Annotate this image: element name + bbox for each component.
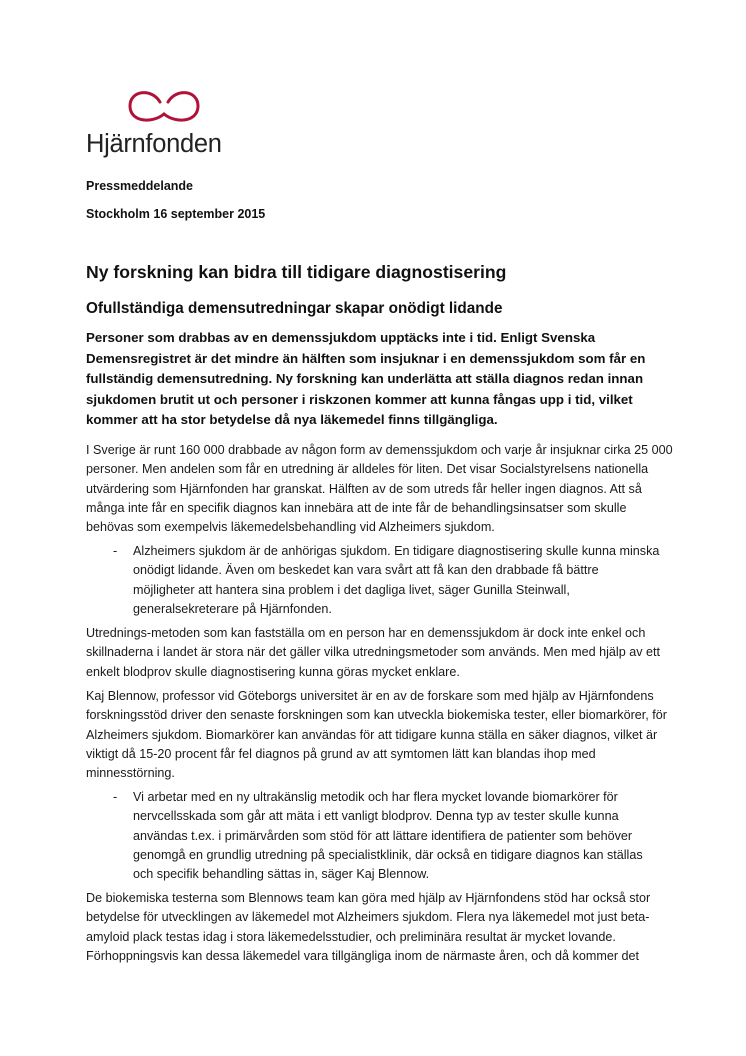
body-paragraph: De biokemiska testerna som Blennows team kan göra med hjälp av Hjärnfondens stöd har också stor betydelse för utvecklingen av läkemedel mot Alzheimers sjukdom. Flera nya läkemedel mot just beta-amyloid plack testas idag i stora läkemedelsstudier, och preliminära resultat är mycket lovande. Förhoppningsvis kan dessa läkemedel vara tillgängliga inom de närmaste åren, och då kommer det xyxy=(86,891,651,963)
ingress-paragraph: Personer som drabbas av en demenssjukdom upptäcks inte i tid. Enligt Svenska Demensregistret är det mindre än hälften som insjuknar i en demenssjukdom som får en fullständig demensutredning. Ny forskning kan underlätta att ställa diagnos redan innan sjukdomen brutit ut och personer i riskzonen kommer att kunna fångas upp i tid, vilket kommer att ha stor betydelse då nya läkemedel finns tillgängliga. xyxy=(86,330,646,427)
bullet-dash: - xyxy=(113,544,118,558)
logo-wordmark: Hjärnfonden xyxy=(86,130,222,158)
hjarnfonden-logo xyxy=(86,86,246,164)
quote-bullet xyxy=(113,788,663,884)
body-paragraph: I Sverige är runt 160 000 drabbade av någon form av demenssjukdom och varje år insjuknar cirka 25 000 personer. Men andelen som får en utredning är alldeles för liten. Det visar Socialstyrelsens nationella utvärdering som Hjärnfonden har granskat. Hälften av de som utreds får heller ingen diagnos. Att så många inte får en specifik diagnos kan innebära att de inte får de behandlingsinsatser som skulle behövas som exempelvis läkemedelsbehandling vid Alzheimers sjukdom. xyxy=(86,443,673,535)
subheadline: Ofullständiga demensutredningar skapar onödigt lidande xyxy=(86,300,503,317)
document-type: Pressmeddelande xyxy=(86,179,193,193)
dateline: Stockholm 16 september 2015 xyxy=(86,207,266,221)
brain-loop-icon xyxy=(126,86,202,128)
quote-bullet xyxy=(113,542,663,619)
headline: Ny forskning kan bidra till tidigare diagnostisering xyxy=(86,262,507,282)
bullet-dash: - xyxy=(113,790,118,804)
body-paragraph: Utrednings-metoden som kan fastställa om en person har en demenssjukdom är dock inte enkel och skillnaderna i landet är stora när det gäller vilka utredningsmetoder som används. Men med hjälp av ett enkelt blodprov skulle diagnostisering kunna göras mycket enklare. xyxy=(86,626,661,679)
body-paragraph: Kaj Blennow, professor vid Göteborgs universitet är en av de forskare som med hjälp av Hjärnfondens forskningsstöd driver den senaste forskningen som kan utveckla biokemiska tester, eller biomarkörer, för Alzheimers sjukdom. Biomarkörer kan användas för att tidigare kunna ställa en säker diagnos, vilket är viktigt då 15-20 procent får fel diagnos på grund av att symtomen lätt kan blandas ihop med minnesstörning. xyxy=(86,689,667,781)
quote-text: Alzheimers sjukdom är de anhörigas sjukdom. En tidigare diagnostisering skulle kunna minska onödigt lidande. Även om beskedet kan vara svårt att få kan den drabbade få bättre möjligheter att hantera sina problem i det dagliga livet, säger Gunilla Steinwall, generalsekreterare på Hjärnfonden. xyxy=(133,544,660,616)
quote-text: Vi arbetar med en ny ultrakänslig metodik och har flera mycket lovande biomarkörer för nervcellsskada som går att mäta i ett vanligt blodprov. Denna typ av tester skulle kunna användas t.ex. i primärvården som stöd för att lättare identifiera de patienter som behöver genomgå en grundlig utredning på specialistklinik, där också en tidigare diagnos kan ställas och specifik behandling sättas in, säger Kaj Blennow. xyxy=(133,790,643,882)
